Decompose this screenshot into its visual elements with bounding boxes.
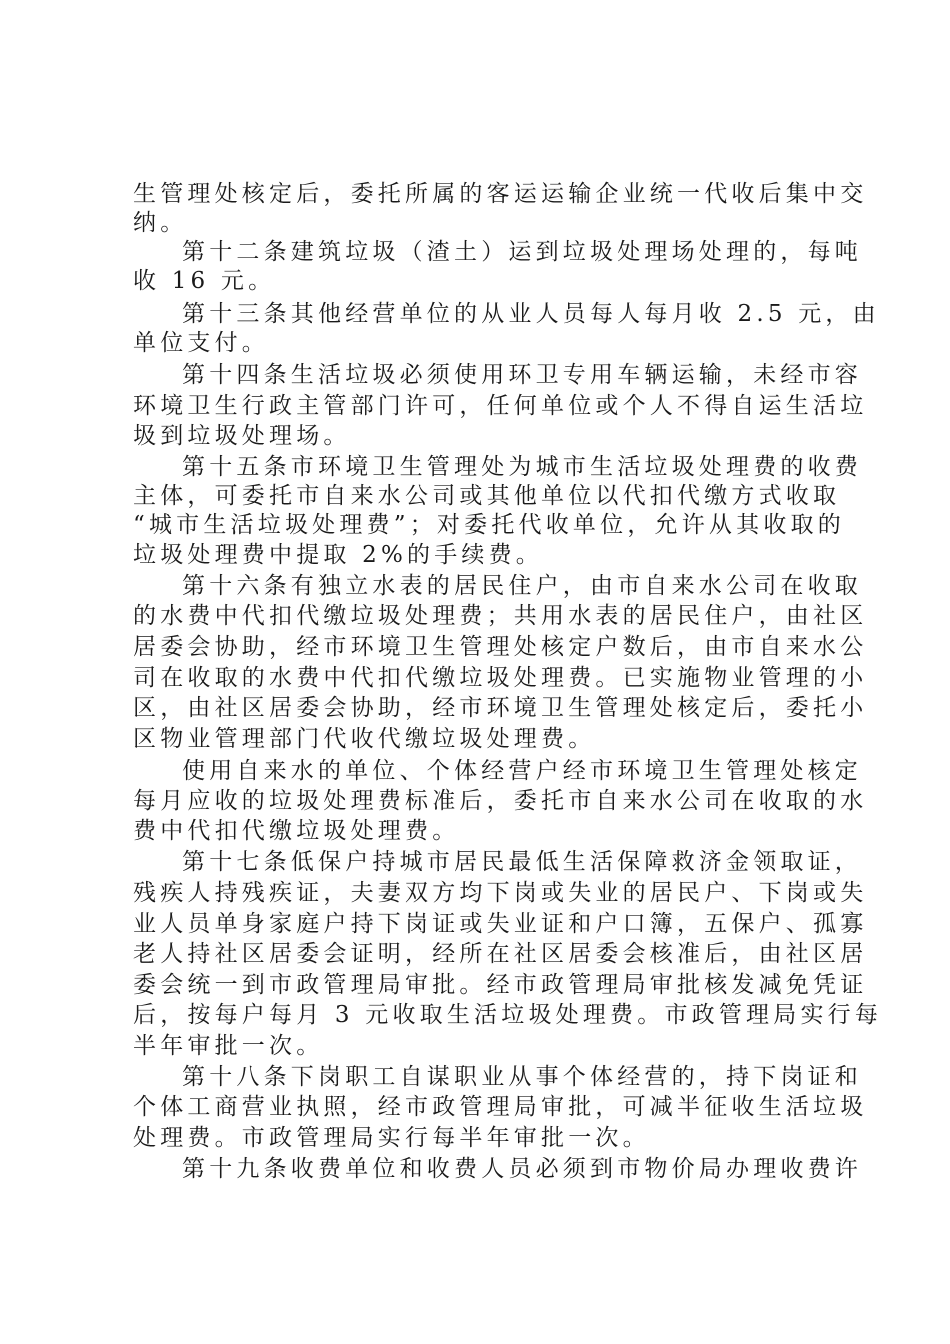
text-line: 第十三条其他经营单位的从业人员每人每月收 2.5 元，由 bbox=[182, 301, 880, 327]
text-line: 生管理处核定后，委托所属的客运运输企业统一代收后集中交 bbox=[133, 181, 868, 207]
text-line: 司在收取的水费中代扣代缴垃圾处理费。已实施物业管理的小 bbox=[133, 665, 868, 691]
text-line: 第十九条收费单位和收费人员必须到市物价局办理收费许 bbox=[182, 1156, 862, 1182]
text-line: 垃圾处理费中提取 2%的手续费。 bbox=[133, 542, 543, 568]
text-line: 老人持社区居委会证明，经所在社区居委会核准后，由社区居 bbox=[133, 941, 868, 967]
text-line: 第十八条下岗职工自谋职业从事个体经营的，持下岗证和 bbox=[182, 1064, 862, 1090]
text-line: 主体，可委托市自来水公司或其他单位以代扣代缴方式收取 bbox=[133, 483, 841, 509]
text-line: 单位支付。 bbox=[133, 330, 269, 356]
text-line: 第十七条低保户持城市居民最低生活保障救济金领取证， bbox=[182, 849, 862, 875]
text-line: 第十五条市环境卫生管理处为城市生活垃圾处理费的收费 bbox=[182, 454, 862, 480]
text-line: 区物业管理部门代收代缴垃圾处理费。 bbox=[133, 726, 596, 752]
text-line: 居委会协助，经市环境卫生管理处核定户数后，由市自来水公 bbox=[133, 634, 868, 660]
text-line: 区，由社区居委会协助，经市环境卫生管理处核定后，委托小 bbox=[133, 695, 868, 721]
text-line: 业人员单身家庭户持下岗证或失业证和户口簿，五保户、孤寡 bbox=[133, 911, 868, 937]
text-line: “城市生活垃圾处理费”；对委托代收单位，允许从其收取的 bbox=[133, 512, 845, 538]
text-line: 第十六条有独立水表的居民住户，由市自来水公司在收取 bbox=[182, 573, 862, 599]
text-line: 环境卫生行政主管部门许可，任何单位或个人不得自运生活垃 bbox=[133, 393, 868, 419]
text-line: 个体工商营业执照，经市政管理局审批，可减半征收生活垃圾 bbox=[133, 1094, 868, 1120]
text-line: 每月应收的垃圾处理费标准后，委托市自来水公司在收取的水 bbox=[133, 788, 868, 814]
text-line: 后，按每户每月 3 元收取生活垃圾处理费。市政管理局实行每 bbox=[133, 1002, 883, 1028]
text-line: 圾到垃圾处理场。 bbox=[133, 423, 351, 449]
text-line: 使用自来水的单位、个体经营户经市环境卫生管理处核定 bbox=[182, 758, 862, 784]
text-line: 第十二条建筑垃圾（渣土）运到垃圾处理场处理的，每吨 bbox=[182, 239, 862, 265]
text-line: 的水费中代扣代缴垃圾处理费；共用水表的居民住户，由社区 bbox=[133, 603, 868, 629]
text-line: 费中代扣代缴垃圾处理费。 bbox=[133, 818, 460, 844]
text-line: 第十四条生活垃圾必须使用环卫专用车辆运输，未经市容 bbox=[182, 362, 862, 388]
text-line: 处理费。市政管理局实行每半年审批一次。 bbox=[133, 1125, 650, 1151]
text-line: 半年审批一次。 bbox=[133, 1033, 324, 1059]
text-line: 纳。 bbox=[133, 210, 188, 236]
text-line: 残疾人持残疾证，夫妻双方均下岗或失业的居民户、下岗或失 bbox=[133, 880, 868, 906]
text-line: 委会统一到市政管理局审批。经市政管理局审批核发减免凭证 bbox=[133, 972, 868, 998]
text-line: 收 16 元。 bbox=[133, 268, 276, 294]
